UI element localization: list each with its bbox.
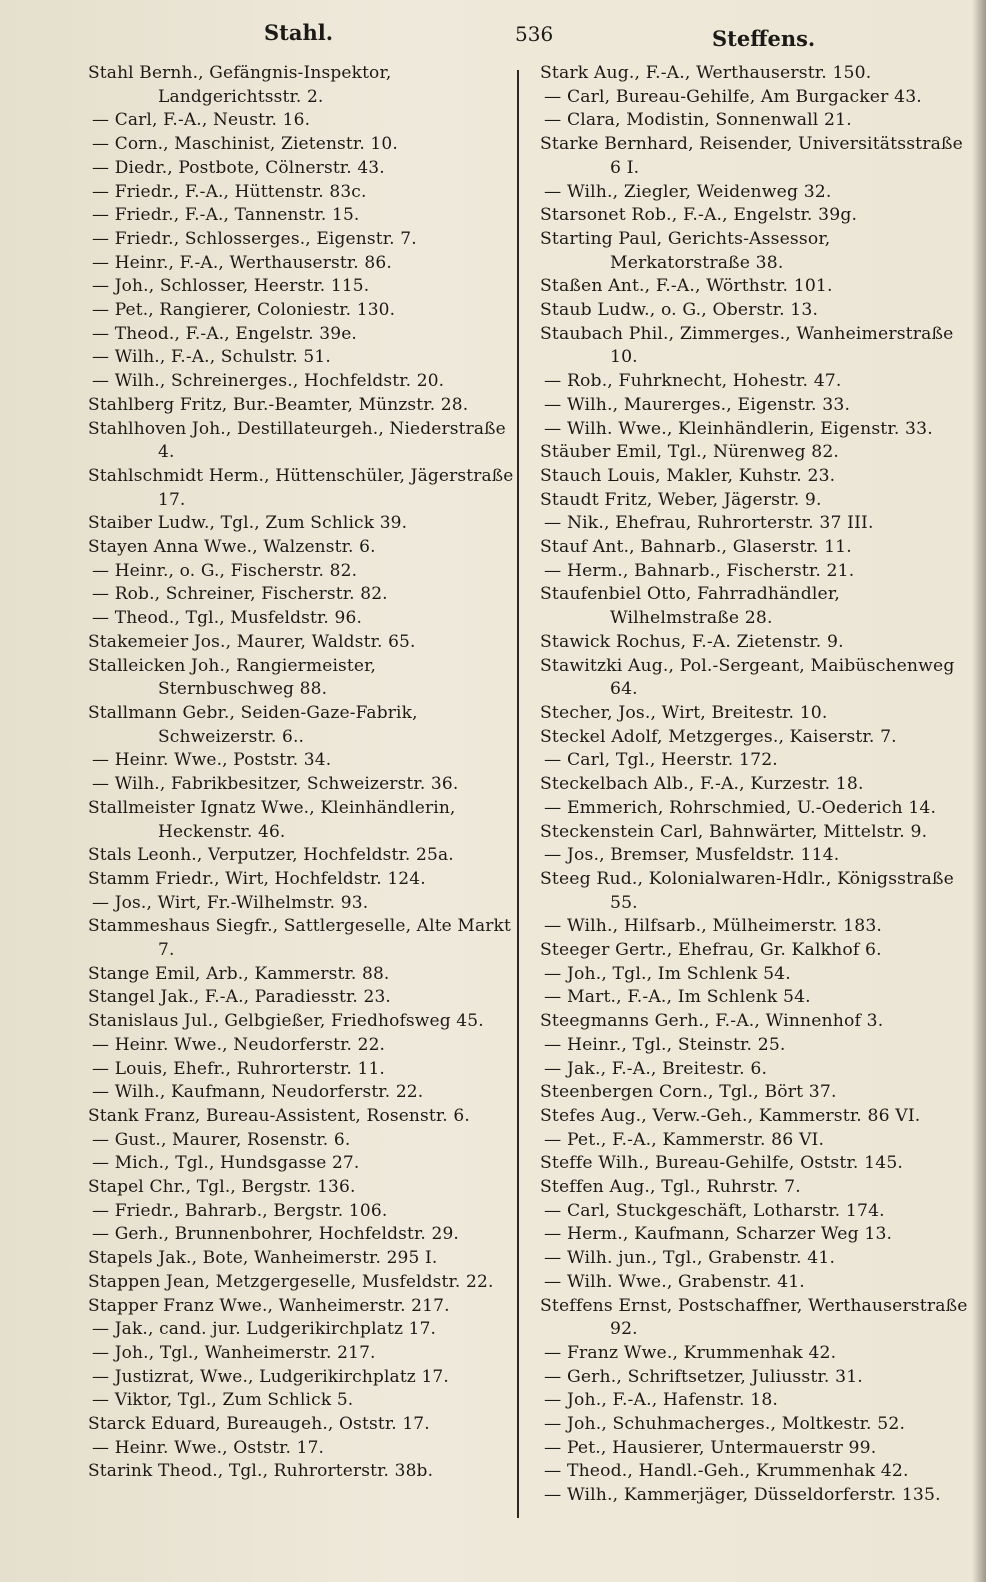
directory-entry: Stefes Aug., Verw.-Geh., Kammerstr. 86 VI. [540, 1105, 921, 1126]
directory-entry: — Heinr. Wwe., Oststr. 17. [92, 1437, 325, 1458]
directory-entry: Stäuber Emil, Tgl., Nürenweg 82. [540, 442, 840, 463]
directory-entry: — Rob., Schreiner, Fischerstr. 82. [92, 584, 388, 605]
directory-entry: — Heinr., o. G., Fischerstr. 82. [92, 560, 358, 581]
directory-entry: Starting Paul, Gerichts-Assessor, Merkatorstraße 38. [540, 228, 831, 273]
header-left-keyword: Stahl. [264, 20, 334, 45]
directory-entry: Stanislaus Jul., Gelbgießer, Friedhofsweg 45. [88, 1011, 484, 1032]
directory-entry: — Justizrat, Wwe., Ludgerikirchplatz 17. [92, 1366, 449, 1387]
directory-entry: Starck Eduard, Bureaugeh., Oststr. 17. [88, 1414, 430, 1435]
directory-entry: — Pet., F.-A., Kammerstr. 86 VI. [544, 1129, 825, 1150]
directory-entry: — Franz Wwe., Krummenhak 42. [544, 1342, 837, 1363]
directory-entry: — Carl, Tgl., Heerstr. 172. [544, 750, 778, 771]
directory-entry: Steeger Gertr., Ehefrau, Gr. Kalkhof 6. [540, 940, 882, 961]
directory-entry: Stauch Louis, Makler, Kuhstr. 23. [540, 465, 836, 486]
directory-entry: — Jos., Bremser, Musfeldstr. 114. [544, 845, 840, 866]
directory-entry: — Herm., Bahnarb., Fischerstr. 21. [544, 560, 855, 581]
directory-entry: Steffe Wilh., Bureau-Gehilfe, Oststr. 145. [540, 1153, 904, 1174]
directory-entry: — Emmerich, Rohrschmied, U.-Oederich 14. [544, 797, 937, 818]
directory-entry: Stalleicken Joh., Rangiermeister, Sternbuschweg 88. [88, 655, 377, 700]
directory-entry: Stallmeister Ignatz Wwe., Kleinhändlerin, Heckenstr. 46. [88, 797, 456, 842]
directory-entry: — Mich., Tgl., Hundsgasse 27. [92, 1153, 360, 1174]
directory-entry: Stecher, Jos., Wirt, Breitestr. 10. [540, 702, 828, 723]
directory-entry: Stahlschmidt Herm., Hüttenschüler, Jägerstraße 17. [88, 465, 514, 510]
directory-entry: — Pet., Hausierer, Untermauerstr 99. [544, 1437, 877, 1458]
directory-entry: Stawick Rochus, F.-A. Zietenstr. 9. [540, 631, 844, 652]
directory-entry: Steffen Aug., Tgl., Ruhrstr. 7. [540, 1177, 801, 1198]
directory-entry: Steenbergen Corn., Tgl., Bört 37. [540, 1082, 837, 1103]
directory-entry: — Wilh. Wwe., Kleinhändlerin, Eigenstr. 33. [544, 418, 933, 439]
directory-entry: — Rob., Fuhrknecht, Hohestr. 47. [544, 371, 842, 392]
directory-entry: — Gerh., Brunnenbohrer, Hochfeldstr. 29. [92, 1224, 459, 1245]
left-column [88, 62, 516, 1484]
directory-entry: — Wilh., F.-A., Schulstr. 51. [92, 347, 331, 368]
directory-entry: Staudt Fritz, Weber, Jägerstr. 9. [540, 489, 822, 510]
directory-entry: Staiber Ludw., Tgl., Zum Schlick 39. [88, 513, 408, 534]
directory-entry: — Carl, Bureau-Gehilfe, Am Burgacker 43. [544, 86, 922, 107]
directory-entry: Steegmanns Gerh., F.-A., Winnenhof 3. [540, 1011, 884, 1032]
directory-entry: — Gust., Maurer, Rosenstr. 6. [92, 1129, 351, 1150]
directory-entry: — Louis, Ehefr., Ruhrorterstr. 11. [92, 1058, 385, 1079]
directory-entry: — Joh., Tgl., Im Schlenk 54. [544, 963, 791, 984]
directory-entry: Stahlhoven Joh., Destillateurgeh., Niederstraße 4. [88, 418, 506, 463]
directory-entry: Stark Aug., F.-A., Werthauserstr. 150. [540, 63, 872, 83]
header-right-keyword: Steffens. [712, 26, 816, 51]
directory-entry: Starsonet Rob., F.-A., Engelstr. 39g. [540, 205, 858, 226]
directory-entry: — Corn., Maschinist, Zietenstr. 10. [92, 134, 398, 155]
directory-entry: — Joh., Schlosser, Heerstr. 115. [92, 276, 370, 297]
directory-entry: — Viktor, Tgl., Zum Schlick 5. [92, 1390, 354, 1411]
directory-entry: — Theod., F.-A., Engelstr. 39e. [92, 323, 357, 344]
directory-entry: — Wilh., Kammerjäger, Düsseldorferstr. 135. [544, 1485, 941, 1506]
directory-entry: Stange Emil, Arb., Kammerstr. 88. [88, 963, 390, 984]
directory-entry: Stangel Jak., F.-A., Paradiesstr. 23. [88, 987, 391, 1008]
directory-entry: Stayen Anna Wwe., Walzenstr. 6. [88, 537, 376, 558]
directory-entry: Stammeshaus Siegfr., Sattlergeselle, Alte Markt 7. [88, 916, 511, 961]
directory-entry: Steckel Adolf, Metzgerges., Kaiserstr. 7. [540, 726, 897, 747]
directory-entry: — Gerh., Schriftsetzer, Juliusstr. 31. [544, 1366, 863, 1387]
directory-entry: — Wilh., Hilfsarb., Mülheimerstr. 183. [544, 916, 883, 937]
directory-entry: — Wilh. Wwe., Grabenstr. 41. [544, 1271, 805, 1292]
page-edge-shadow [972, 0, 986, 1582]
page-number: 536 [515, 22, 554, 46]
directory-entry: Staubach Phil., Zimmerges., Wanheimerstraße 10. [540, 323, 954, 368]
directory-entry: — Wilh. jun., Tgl., Grabenstr. 41. [544, 1248, 836, 1269]
directory-entry: — Theod., Tgl., Musfeldstr. 96. [92, 608, 363, 629]
directory-entry: Stappen Jean, Metzgergeselle, Musfeldstr. 22. [88, 1271, 494, 1292]
directory-entry: — Jak., cand. jur. Ludgerikirchplatz 17. [92, 1319, 437, 1340]
directory-entry: Stawitzki Aug., Pol.-Sergeant, Maibüschenweg 64. [540, 655, 955, 700]
directory-entry: Steeg Rud., Kolonialwaren-Hdlr., Königsstraße 55. [540, 868, 954, 913]
directory-entry: — Friedr., F.-A., Hüttenstr. 83c. [92, 181, 367, 202]
directory-entry: — Pet., Rangierer, Coloniestr. 130. [92, 300, 396, 321]
directory-entry: Stakemeier Jos., Maurer, Waldstr. 65. [88, 631, 416, 652]
directory-entry: — Herm., Kaufmann, Scharzer Weg 13. [544, 1224, 893, 1245]
directory-entry: Stapper Franz Wwe., Wanheimerstr. 217. [88, 1295, 450, 1316]
directory-entry: Steckelbach Alb., F.-A., Kurzestr. 18. [540, 774, 864, 795]
directory-entry: — Clara, Modistin, Sonnenwall 21. [544, 110, 852, 131]
directory-entry: Starink Theod., Tgl., Ruhrorterstr. 38b. [88, 1461, 434, 1482]
directory-entry: Stapel Chr., Tgl., Bergstr. 136. [88, 1177, 356, 1198]
directory-entry: Stank Franz, Bureau-Assistent, Rosenstr. 6. [88, 1105, 470, 1126]
directory-entry: — Heinr., F.-A., Werthauserstr. 86. [92, 252, 392, 273]
right-column [540, 62, 970, 1508]
directory-entry: — Heinr., Tgl., Steinstr. 25. [544, 1034, 786, 1055]
directory-entry: — Jak., F.-A., Breitestr. 6. [544, 1058, 768, 1079]
directory-entry: Stapels Jak., Bote, Wanheimerstr. 295 I. [88, 1248, 438, 1269]
directory-entry: — Friedr., Schlosserges., Eigenstr. 7. [92, 228, 417, 249]
directory-entry: — Wilh., Maurerges., Eigenstr. 33. [544, 394, 851, 415]
directory-entry: — Diedr., Postbote, Cölnerstr. 43. [92, 157, 385, 178]
directory-entry: — Friedr., Bahrarb., Bergstr. 106. [92, 1200, 388, 1221]
directory-entry: — Joh., Tgl., Wanheimerstr. 217. [92, 1342, 376, 1363]
directory-entry: Staufenbiel Otto, Fahrradhändler, Wilhelmstraße 28. [540, 584, 840, 629]
directory-entry: Stamm Friedr., Wirt, Hochfeldstr. 124. [88, 868, 426, 889]
directory-entry: Steffens Ernst, Postschaffner, Werthauserstraße 92. [540, 1295, 968, 1340]
directory-entry: Stahl Bernh., Gefängnis-Inspektor, Landgerichtsstr. 2. [88, 63, 392, 107]
directory-entry: — Theod., Handl.-Geh., Krummenhak 42. [544, 1461, 909, 1482]
directory-entry: — Joh., F.-A., Hafenstr. 18. [544, 1390, 779, 1411]
directory-entry: — Nik., Ehefrau, Ruhrorterstr. 37 III. [544, 513, 874, 534]
directory-entry: — Wilh., Kaufmann, Neudorferstr. 22. [92, 1082, 424, 1103]
directory-entry: Starke Bernhard, Reisender, Universitätsstraße 6 I. [540, 134, 963, 178]
directory-entry: — Heinr. Wwe., Poststr. 34. [92, 750, 332, 771]
directory-entry: Stauf Ant., Bahnarb., Glaserstr. 11. [540, 537, 852, 558]
directory-entry: Steckenstein Carl, Bahnwärter, Mittelstr. 9. [540, 821, 928, 842]
directory-entry: — Friedr., F.-A., Tannenstr. 15. [92, 205, 360, 226]
directory-entry: Stallmann Gebr., Seiden-Gaze-Fabrik, Schweizerstr. 6.. [88, 702, 418, 747]
directory-entry: Stals Leonh., Verputzer, Hochfeldstr. 25a. [88, 845, 454, 866]
directory-entry: — Mart., F.-A., Im Schlenk 54. [544, 987, 811, 1008]
directory-entry: — Joh., Schuhmacherges., Moltkestr. 52. [544, 1414, 906, 1435]
directory-entry: — Carl, Stuckgeschäft, Lotharstr. 174. [544, 1200, 885, 1221]
directory-entry: Stahlberg Fritz, Bur.-Beamter, Münzstr. 28. [88, 394, 469, 415]
directory-entry: — Carl, F.-A., Neustr. 16. [92, 110, 311, 131]
directory-entry: Staßen Ant., F.-A., Wörthstr. 101. [540, 276, 833, 297]
directory-entry: — Wilh., Schreinerges., Hochfeldstr. 20. [92, 371, 445, 392]
page-header [0, 14, 986, 54]
directory-entry: — Wilh., Fabrikbesitzer, Schweizerstr. 36. [92, 774, 459, 795]
directory-entry: Staub Ludw., o. G., Oberstr. 13. [540, 300, 819, 321]
column-divider [517, 70, 519, 1518]
directory-entry: — Heinr. Wwe., Neudorferstr. 22. [92, 1034, 386, 1055]
directory-entry: — Wilh., Ziegler, Weidenweg 32. [544, 181, 832, 202]
directory-entry: — Jos., Wirt, Fr.-Wilhelmstr. 93. [92, 892, 369, 913]
